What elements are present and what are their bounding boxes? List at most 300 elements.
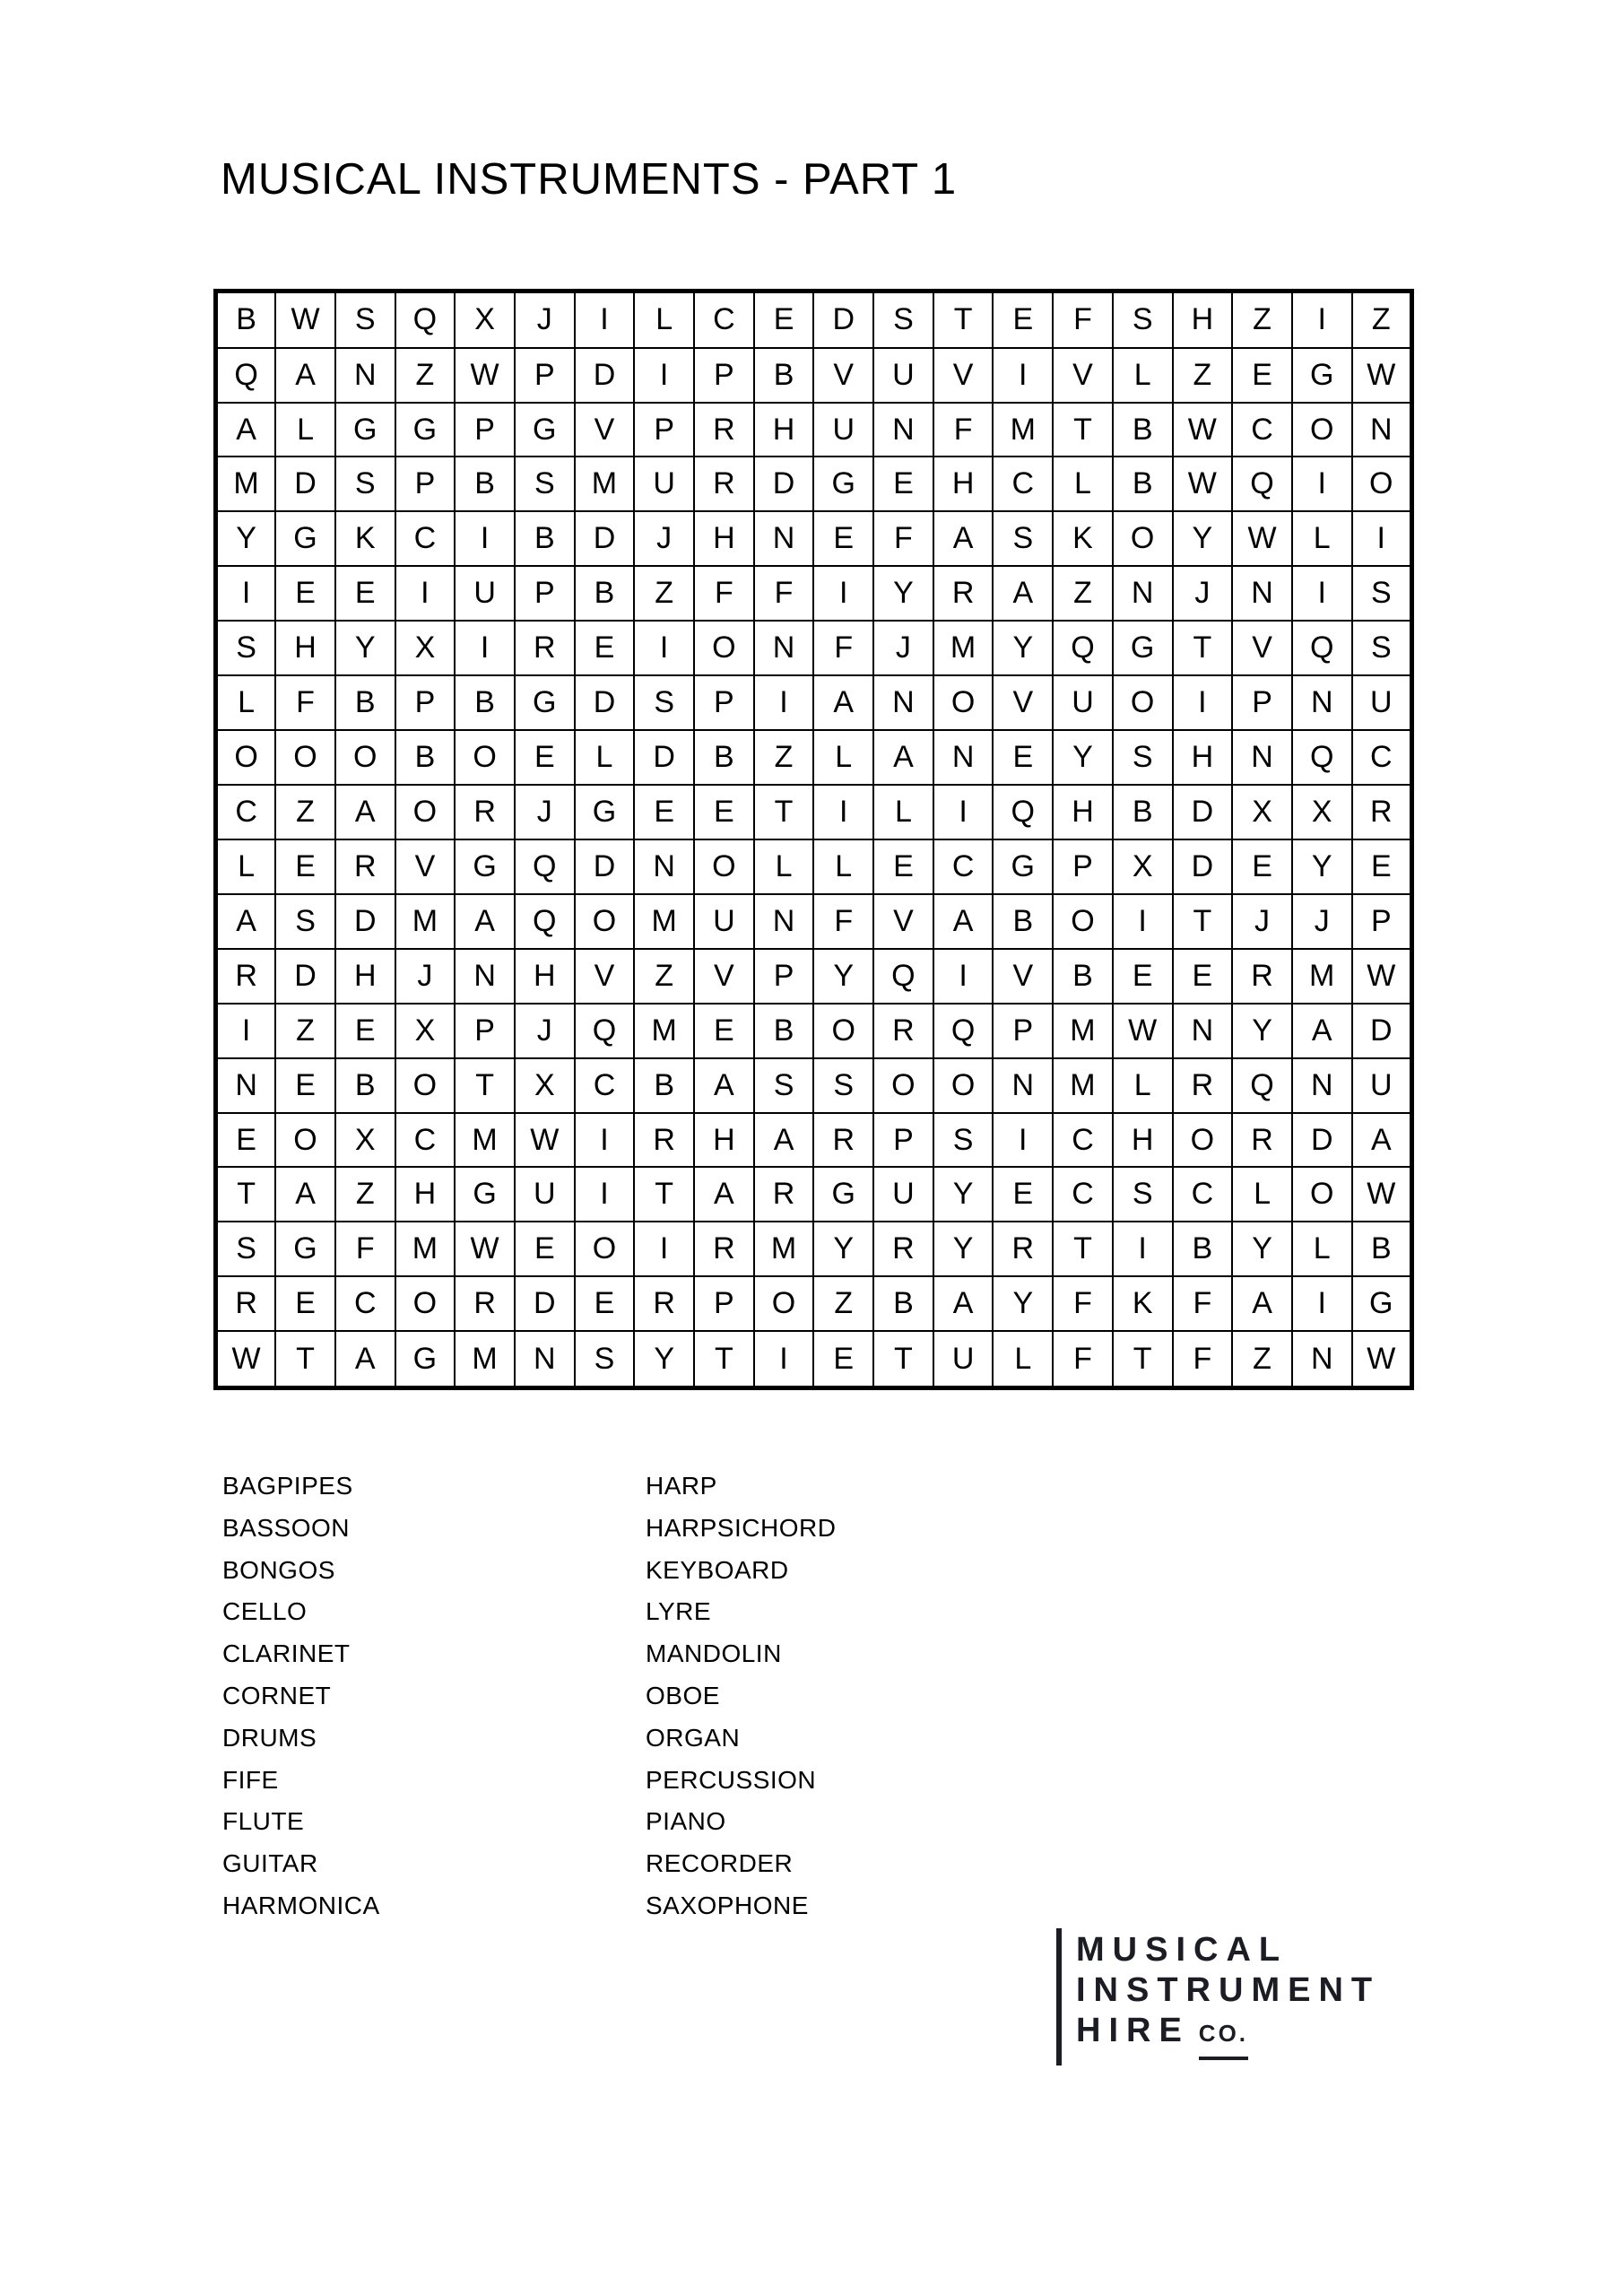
grid-cell: C: [1352, 730, 1412, 785]
grid-cell: D: [754, 457, 814, 511]
grid-cell: F: [933, 403, 994, 457]
grid-cell: P: [455, 1004, 515, 1058]
grid-row: [216, 675, 1412, 730]
grid-cell: A: [873, 730, 933, 785]
grid-cell: V: [694, 949, 754, 1004]
word-list-item: BASSOON: [222, 1513, 350, 1542]
grid-cell: I: [575, 291, 635, 348]
grid-cell: A: [335, 785, 395, 839]
word-list-item: CLARINET: [222, 1639, 351, 1668]
logo: [1056, 1928, 1380, 2066]
grid-cell: Y: [1173, 511, 1233, 566]
grid-cell: G: [1292, 348, 1352, 403]
grid-cell: R: [873, 1004, 933, 1058]
grid-cell: U: [634, 457, 694, 511]
grid-cell: L: [216, 839, 276, 894]
grid-cell: S: [335, 457, 395, 511]
grid-cell: D: [275, 457, 335, 511]
grid-cell: Y: [993, 621, 1053, 675]
grid-cell: O: [1173, 1113, 1233, 1168]
grid-cell: L: [634, 291, 694, 348]
grid-cell: O: [1352, 457, 1412, 511]
grid-cell: O: [813, 1004, 873, 1058]
word-list-item: MANDOLIN: [646, 1639, 782, 1668]
grid-cell: I: [1352, 511, 1412, 566]
grid-cell: Q: [1232, 457, 1292, 511]
grid-cell: O: [1113, 675, 1173, 730]
grid-cell: D: [575, 675, 635, 730]
grid-cell: A: [694, 1058, 754, 1113]
grid-cell: E: [275, 1276, 335, 1331]
grid-cell: L: [1113, 348, 1173, 403]
grid-cell: B: [754, 1004, 814, 1058]
grid-row: [216, 785, 1412, 839]
grid-cell: G: [275, 511, 335, 566]
grid-cell: I: [395, 566, 456, 621]
grid-cell: N: [993, 1058, 1053, 1113]
grid-cell: H: [1173, 730, 1233, 785]
grid-cell: Q: [515, 894, 575, 949]
grid-cell: H: [1113, 1113, 1173, 1168]
grid-cell: B: [694, 730, 754, 785]
grid-cell: W: [1173, 403, 1233, 457]
grid-cell: J: [515, 785, 575, 839]
grid-cell: Y: [1232, 1004, 1292, 1058]
grid-cell: N: [754, 894, 814, 949]
grid-cell: E: [575, 1276, 635, 1331]
grid-cell: B: [993, 894, 1053, 949]
grid-cell: I: [813, 785, 873, 839]
grid-cell: A: [813, 675, 873, 730]
grid-cell: R: [216, 1276, 276, 1331]
grid-cell: X: [335, 1113, 395, 1168]
grid-cell: R: [1232, 1113, 1292, 1168]
grid-cell: Y: [813, 949, 873, 1004]
grid-cell: Z: [813, 1276, 873, 1331]
grid-cell: W: [1232, 511, 1292, 566]
grid-cell: R: [634, 1113, 694, 1168]
grid-row: [216, 348, 1412, 403]
grid-cell: P: [395, 675, 456, 730]
grid-cell: E: [335, 1004, 395, 1058]
grid-cell: I: [933, 949, 994, 1004]
grid-cell: U: [515, 1167, 575, 1222]
grid-cell: X: [1113, 839, 1173, 894]
grid-cell: T: [1173, 621, 1233, 675]
word-list-item: HARP: [646, 1472, 717, 1500]
word-list-item: BAGPIPES: [222, 1472, 353, 1500]
grid-cell: E: [993, 1167, 1053, 1222]
grid-cell: X: [395, 621, 456, 675]
grid-cell: S: [275, 894, 335, 949]
grid-cell: D: [275, 949, 335, 1004]
grid-cell: I: [455, 621, 515, 675]
grid-cell: G: [993, 839, 1053, 894]
grid-cell: O: [933, 675, 994, 730]
grid-row: [216, 839, 1412, 894]
grid-cell: D: [1173, 839, 1233, 894]
grid-cell: P: [754, 949, 814, 1004]
grid-cell: T: [634, 1167, 694, 1222]
grid-cell: N: [515, 1331, 575, 1387]
grid-cell: L: [1292, 511, 1352, 566]
grid-row: [216, 621, 1412, 675]
grid-cell: E: [813, 511, 873, 566]
grid-cell: I: [993, 348, 1053, 403]
grid-cell: F: [1173, 1276, 1233, 1331]
grid-cell: H: [694, 1113, 754, 1168]
grid-cell: M: [395, 1222, 456, 1276]
grid-cell: B: [455, 457, 515, 511]
word-list-column-1: [222, 1465, 380, 1927]
grid-cell: K: [335, 511, 395, 566]
grid-cell: Y: [1053, 730, 1113, 785]
grid-cell: P: [694, 675, 754, 730]
grid-cell: L: [275, 403, 335, 457]
grid-cell: E: [335, 566, 395, 621]
grid-cell: H: [395, 1167, 456, 1222]
grid-cell: Y: [813, 1222, 873, 1276]
grid-cell: E: [1232, 839, 1292, 894]
grid-cell: B: [1352, 1222, 1412, 1276]
grid-cell: O: [455, 730, 515, 785]
grid-cell: L: [813, 730, 873, 785]
grid-cell: L: [813, 839, 873, 894]
grid-cell: N: [1292, 1331, 1352, 1387]
word-list-item: KEYBOARD: [646, 1555, 789, 1584]
grid-cell: I: [634, 348, 694, 403]
grid-cell: Z: [1173, 348, 1233, 403]
grid-cell: N: [1173, 1004, 1233, 1058]
grid-cell: N: [873, 675, 933, 730]
grid-cell: I: [575, 1113, 635, 1168]
grid-cell: Q: [1232, 1058, 1292, 1113]
word-search-grid: [213, 289, 1414, 1390]
grid-cell: B: [1173, 1222, 1233, 1276]
grid-cell: C: [1053, 1167, 1113, 1222]
grid-cell: A: [275, 348, 335, 403]
grid-cell: G: [455, 1167, 515, 1222]
grid-row: [216, 511, 1412, 566]
grid-cell: N: [455, 949, 515, 1004]
grid-cell: O: [395, 1058, 456, 1113]
grid-cell: O: [575, 894, 635, 949]
grid-cell: E: [813, 1331, 873, 1387]
grid-cell: L: [1292, 1222, 1352, 1276]
grid-cell: C: [335, 1276, 395, 1331]
grid-cell: T: [1053, 403, 1113, 457]
grid-cell: W: [1352, 1167, 1412, 1222]
grid-cell: E: [275, 839, 335, 894]
word-list-item: FIFE: [222, 1765, 279, 1794]
grid-cell: E: [873, 839, 933, 894]
grid-cell: F: [275, 675, 335, 730]
grid-cell: S: [515, 457, 575, 511]
grid-cell: E: [575, 621, 635, 675]
grid-cell: E: [634, 785, 694, 839]
grid-cell: M: [634, 1004, 694, 1058]
grid-cell: Y: [993, 1276, 1053, 1331]
grid-cell: R: [634, 1276, 694, 1331]
grid-cell: L: [1113, 1058, 1173, 1113]
grid-cell: F: [1053, 1331, 1113, 1387]
word-list-item: BONGOS: [222, 1555, 335, 1584]
word-list-item: LYRE: [646, 1597, 712, 1626]
grid-cell: Z: [634, 566, 694, 621]
grid-cell: I: [1292, 1276, 1352, 1331]
grid-cell: T: [216, 1167, 276, 1222]
grid-cell: Y: [335, 621, 395, 675]
grid-cell: I: [455, 511, 515, 566]
grid-cell: T: [933, 291, 994, 348]
grid-cell: A: [335, 1331, 395, 1387]
grid-cell: A: [933, 511, 994, 566]
grid-cell: W: [455, 1222, 515, 1276]
grid-cell: F: [1053, 1276, 1113, 1331]
grid-cell: K: [1113, 1276, 1173, 1331]
grid-cell: T: [873, 1331, 933, 1387]
grid-cell: A: [694, 1167, 754, 1222]
grid-cell: C: [1232, 403, 1292, 457]
grid-cell: R: [1352, 785, 1412, 839]
grid-cell: O: [754, 1276, 814, 1331]
grid-cell: M: [754, 1222, 814, 1276]
grid-cell: O: [395, 1276, 456, 1331]
grid-cell: C: [694, 291, 754, 348]
grid-cell: B: [335, 1058, 395, 1113]
grid-cell: N: [1292, 1058, 1352, 1113]
grid-cell: C: [1173, 1167, 1233, 1222]
grid-cell: J: [1173, 566, 1233, 621]
grid-cell: E: [993, 730, 1053, 785]
grid-row: [216, 291, 1412, 348]
grid-cell: G: [395, 403, 456, 457]
grid-cell: Z: [275, 1004, 335, 1058]
grid-cell: P: [993, 1004, 1053, 1058]
grid-cell: J: [873, 621, 933, 675]
grid-cell: D: [335, 894, 395, 949]
grid-cell: E: [993, 291, 1053, 348]
grid-cell: E: [873, 457, 933, 511]
grid-cell: Q: [1292, 730, 1352, 785]
grid-cell: E: [754, 291, 814, 348]
grid-cell: Y: [873, 566, 933, 621]
word-list-item: ORGAN: [646, 1723, 741, 1752]
grid-cell: L: [754, 839, 814, 894]
grid-cell: Y: [216, 511, 276, 566]
grid-cell: M: [1292, 949, 1352, 1004]
word-list-item: PERCUSSION: [646, 1765, 817, 1794]
grid-cell: M: [575, 457, 635, 511]
grid-cell: E: [515, 730, 575, 785]
grid-cell: G: [515, 403, 575, 457]
grid-cell: N: [873, 403, 933, 457]
grid-cell: G: [575, 785, 635, 839]
grid-cell: A: [933, 1276, 994, 1331]
grid-cell: U: [455, 566, 515, 621]
grid-cell: S: [1113, 1167, 1173, 1222]
grid-cell: M: [993, 403, 1053, 457]
grid-cell: I: [1173, 675, 1233, 730]
grid-cell: Q: [395, 291, 456, 348]
grid-cell: S: [993, 511, 1053, 566]
grid-cell: M: [455, 1113, 515, 1168]
grid-cell: T: [1053, 1222, 1113, 1276]
word-list-item: RECORDER: [646, 1849, 794, 1878]
grid-cell: B: [754, 348, 814, 403]
grid-cell: W: [275, 291, 335, 348]
grid-cell: A: [1292, 1004, 1352, 1058]
grid-cell: B: [1053, 949, 1113, 1004]
grid-cell: R: [694, 1222, 754, 1276]
grid-cell: N: [933, 730, 994, 785]
grid-cell: E: [1352, 839, 1412, 894]
grid-cell: T: [754, 785, 814, 839]
grid-cell: S: [634, 675, 694, 730]
grid-cell: A: [993, 566, 1053, 621]
grid-cell: W: [455, 348, 515, 403]
grid-cell: V: [873, 894, 933, 949]
grid-cell: J: [515, 1004, 575, 1058]
grid-cell: R: [216, 949, 276, 1004]
grid-cell: F: [813, 621, 873, 675]
grid-cell: O: [694, 621, 754, 675]
grid-cell: I: [634, 1222, 694, 1276]
grid-row: [216, 1222, 1412, 1276]
grid-cell: A: [754, 1113, 814, 1168]
grid-cell: O: [575, 1222, 635, 1276]
grid-cell: M: [933, 621, 994, 675]
grid-cell: S: [933, 1113, 994, 1168]
grid-cell: V: [395, 839, 456, 894]
grid-cell: O: [694, 839, 754, 894]
grid-cell: C: [1053, 1113, 1113, 1168]
grid-cell: D: [1173, 785, 1233, 839]
grid-cell: A: [216, 403, 276, 457]
grid-cell: T: [1173, 894, 1233, 949]
logo-line-hire: [1076, 2011, 1380, 2060]
grid-row: [216, 1167, 1412, 1222]
grid-cell: O: [873, 1058, 933, 1113]
grid-cell: E: [216, 1113, 276, 1168]
grid-cell: O: [335, 730, 395, 785]
grid-cell: V: [993, 949, 1053, 1004]
grid-cell: D: [1352, 1004, 1412, 1058]
grid-cell: O: [216, 730, 276, 785]
grid-cell: I: [634, 621, 694, 675]
grid-cell: G: [1352, 1276, 1412, 1331]
grid-cell: N: [1352, 403, 1412, 457]
word-list-item: HARMONICA: [222, 1891, 380, 1919]
grid-row: [216, 403, 1412, 457]
grid-cell: N: [1232, 566, 1292, 621]
grid-cell: U: [1352, 675, 1412, 730]
grid-cell: Z: [1232, 291, 1292, 348]
grid-cell: C: [933, 839, 994, 894]
grid-cell: S: [216, 621, 276, 675]
grid-cell: H: [1173, 291, 1233, 348]
grid-cell: Z: [335, 1167, 395, 1222]
grid-row: [216, 949, 1412, 1004]
grid-cell: B: [515, 511, 575, 566]
grid-cell: R: [694, 403, 754, 457]
grid-cell: U: [1053, 675, 1113, 730]
grid-cell: Q: [933, 1004, 994, 1058]
grid-row: [216, 1113, 1412, 1168]
logo-co-suffix: CO.: [1199, 2013, 1248, 2060]
grid-cell: U: [873, 348, 933, 403]
grid-cell: P: [634, 403, 694, 457]
grid-cell: Q: [1053, 621, 1113, 675]
grid-cell: H: [933, 457, 994, 511]
grid-cell: X: [1232, 785, 1292, 839]
grid-cell: C: [395, 1113, 456, 1168]
grid-cell: D: [634, 730, 694, 785]
word-list-item: PIANO: [646, 1807, 726, 1836]
grid-cell: Y: [933, 1167, 994, 1222]
grid-cell: I: [993, 1113, 1053, 1168]
grid-cell: F: [694, 566, 754, 621]
grid-cell: R: [335, 839, 395, 894]
grid-cell: B: [216, 291, 276, 348]
word-list-item: FLUTE: [222, 1807, 305, 1836]
grid-cell: K: [1053, 511, 1113, 566]
grid-cell: O: [1113, 511, 1173, 566]
grid-cell: V: [575, 949, 635, 1004]
grid-cell: W: [1173, 457, 1233, 511]
grid-cell: D: [1292, 1113, 1352, 1168]
grid-cell: S: [1352, 566, 1412, 621]
grid-cell: E: [275, 566, 335, 621]
grid-cell: F: [754, 566, 814, 621]
grid-row: [216, 457, 1412, 511]
grid-cell: H: [515, 949, 575, 1004]
grid-cell: A: [1232, 1276, 1292, 1331]
grid-cell: L: [1232, 1167, 1292, 1222]
logo-line-musical: MUSICAL: [1076, 1931, 1289, 1969]
grid-cell: G: [515, 675, 575, 730]
grid-cell: H: [1053, 785, 1113, 839]
grid-cell: B: [335, 675, 395, 730]
grid-cell: F: [813, 894, 873, 949]
grid-cell: E: [1232, 348, 1292, 403]
word-list-column-2: [646, 1465, 836, 1927]
grid-cell: H: [694, 511, 754, 566]
grid-cell: O: [933, 1058, 994, 1113]
grid-cell: A: [275, 1167, 335, 1222]
grid-cell: I: [1292, 566, 1352, 621]
grid-cell: P: [1053, 839, 1113, 894]
grid-cell: I: [754, 1331, 814, 1387]
grid-cell: B: [634, 1058, 694, 1113]
grid-cell: X: [1292, 785, 1352, 839]
grid-cell: N: [754, 511, 814, 566]
grid-cell: J: [634, 511, 694, 566]
grid-cell: E: [1173, 949, 1233, 1004]
grid-row: [216, 730, 1412, 785]
grid-cell: G: [335, 403, 395, 457]
grid-cell: L: [993, 1331, 1053, 1387]
grid-cell: V: [993, 675, 1053, 730]
grid-cell: S: [813, 1058, 873, 1113]
grid-cell: T: [455, 1058, 515, 1113]
grid-cell: E: [694, 1004, 754, 1058]
grid-cell: B: [455, 675, 515, 730]
grid-cell: G: [455, 839, 515, 894]
grid-cell: P: [1352, 894, 1412, 949]
grid-cell: Z: [1053, 566, 1113, 621]
grid-cell: P: [694, 348, 754, 403]
